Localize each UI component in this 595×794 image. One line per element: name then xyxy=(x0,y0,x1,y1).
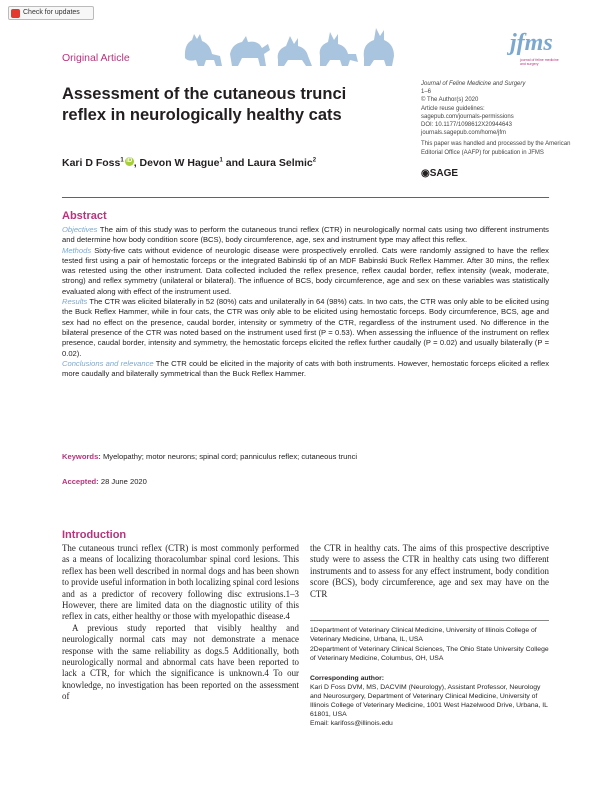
check-updates-label: Check for updates xyxy=(23,9,80,16)
corresponding-email[interactable]: Email: karifoss@illinois.edu xyxy=(310,720,393,727)
cat-silhouette-icon xyxy=(320,32,358,66)
publisher-logo xyxy=(421,168,458,179)
accepted-text: 28 June 2020 xyxy=(100,477,147,486)
author-list: Kari D Foss$^1$ iD , Devon W Hague$^1$ and Laura Selmic$^2$ xyxy=(62,157,317,169)
intro-column-right xyxy=(310,543,549,600)
objectives-label: Objectives xyxy=(62,225,98,234)
journal-logo: jfms xyxy=(510,30,553,56)
corresponding-details: Kari D Foss DVM, MS, DACVIM (Neurology), Assistant Professor, Neurology and Neurosurgery, Department of Veterinary Clinical Medicine, University of Illinois College of Veterinary Medicine, 1001 West Hazelwood Drive, Urbana, IL 61801, USA xyxy=(310,684,548,718)
abstract-divider xyxy=(62,197,549,198)
cat-silhouette-icon xyxy=(278,36,312,66)
doi[interactable]: DOI: 10.1177/1098612X20944643 xyxy=(421,122,512,129)
copyright: © The Author(s) 2020 xyxy=(421,97,479,104)
methods-label: Methods xyxy=(62,245,92,255)
sage-icon: ◉ xyxy=(421,168,430,179)
cat-silhouettes-banner xyxy=(180,14,400,70)
methods-text: Sixty-five cats without evidence of neurologic disease were prospectively enrolled. Cats were randomly assigned to have the reflex tested first using a pair of hemostatic forceps or the integrated Babinski tip of an MDF Babinski Buck Reflex Hammer. After 30 mins, the reflex was retested using the other instrument. Data collected included the reflex presence, reflex caudal border, reflex intensity (weak, moderate, strong) and reflex symmetry (unilateral or bilateral). The influence of BCS, body circumference, age and sex on these variables was statistically evaluated along with effect of the instrument used. xyxy=(62,245,549,296)
abstract-heading: Abstract xyxy=(62,210,107,222)
journal-name: Journal of Feline Medicine and Surgery xyxy=(421,81,526,87)
results-label: Results xyxy=(62,297,88,307)
abstract-methods xyxy=(62,246,549,297)
conclusions-label: Conclusions and relevance xyxy=(62,358,154,368)
article-title: Assessment of the cutaneous trunci reflex in neurologically healthy cats xyxy=(62,85,347,124)
page-range: 1–6 xyxy=(421,89,432,96)
cat-silhouette-icon xyxy=(185,34,222,66)
author-name: Devon W Hague xyxy=(139,157,220,169)
check-for-updates-badge[interactable] xyxy=(8,6,94,20)
accepted-date xyxy=(62,477,147,486)
cat-silhouette-icon xyxy=(364,28,394,66)
intro-paragraph: The cutaneous trunci reflex (CTR) is most commonly performed as a means of localizing thoracolumbar spinal cord lesions. This reflex has been well described in normal dogs and has been shown to provide useful information in both localizing spinal cord lesions and as a predictor of recovery following disc extrusions.1–3 However, there are limited data on the diagnostic utility of this reflex in cats, either healthy or those with myelopathic disease.4 xyxy=(62,543,299,622)
section-type: Original Article xyxy=(62,52,130,64)
abstract-objectives xyxy=(62,225,549,246)
keywords-text: Myelopathy; motor neurons; spinal cord; panniculus reflex; cutaneous trunci xyxy=(102,452,358,461)
abstract-results xyxy=(62,297,549,359)
author-name: Laura Selmic xyxy=(247,157,313,169)
publisher-name: SAGE xyxy=(429,168,459,179)
results-text: The CTR was elicited bilaterally in 52 (80%) cats and unilaterally in 64 (98%) cats. In two cats, the CTR was only able to be elicited using the Buck Reflex Hammer, while in four cats, the CTR was only able to be elicited using hemostatic forceps. Body circumference, BCS, age and sex had no effect on the presence, caudal border, intensity or symmetry of the CTR, regardless of the instrument used. No difference in the bilateral presence of the CTR was noted based on the instrument used first (P = 0.53). When assessing the influence of the instrument on reflex presence, caudal border, intensity and symmetry, the hemostatic forceps elicited the reflex further caudally (P = 0.02) and usually bilaterally (P = 0.02). xyxy=(62,297,549,358)
introduction-heading: Introduction xyxy=(62,529,127,541)
keywords xyxy=(62,452,357,461)
conclusions-text: The CTR could be elicited in the majority of cats with both instruments. However, hemostatic forceps elicited a reflex more caudally and bilaterally symmetrical than the Buck Reflex Hammer. xyxy=(62,358,549,379)
corresponding-heading: Corresponding author: xyxy=(310,675,385,682)
abstract-body xyxy=(62,225,549,379)
keywords-label: Keywords: xyxy=(62,452,101,461)
intro-paragraph: A previous study reported that visibly healthy and neurologically normal cats may not demonstrate a menace response with the same reliability as dogs.5 Additionally, both neurologically normal and abnormal cats have been reported to lack a CTR, for which the significance is unknown.4 To our knowledge, no investigation has been reported on the assessment of xyxy=(62,622,299,702)
orcid-icon[interactable]: iD xyxy=(126,158,133,164)
affiliation: 1Department of Veterinary Clinical Medicine, University of Illinois College of Veterinary Medicine, Urbana, IL, USA xyxy=(310,627,537,643)
footnote-divider xyxy=(310,620,549,621)
affiliations xyxy=(310,626,549,664)
intro-paragraph: the CTR in healthy cats. The aims of this prospective descriptive study were to assess the CTR in healthy cats using two different instruments and to assess for any effect instrument, body condition score (BCS), body circumference, age and sex may have on the CTR xyxy=(310,543,549,599)
article-metadata xyxy=(421,80,581,157)
reuse-guidelines: Article reuse guidelines: xyxy=(421,105,485,112)
abstract-conclusions xyxy=(62,359,549,380)
cat-silhouette-icon xyxy=(230,36,270,66)
editorial-note: This paper was handled and processed by the American Editorial Office (AAFP) for publication in JFMS xyxy=(421,141,571,156)
objectives-text: The aim of this study was to perform the cutaneous trunci reflex (CTR) in neurologically normal cats using two different instruments and determine how body condition score (BCS), body circumference, age, sex and instrument type may affect this reflex. xyxy=(62,225,549,245)
journal-home-link[interactable]: journals.sagepub.com/home/jfm xyxy=(421,130,507,137)
check-updates-icon xyxy=(11,9,20,18)
author-name: Kari D Foss xyxy=(62,157,121,169)
corresponding-author xyxy=(310,674,549,728)
journal-logo-subtitle: journal of feline medicine and surgery xyxy=(520,58,559,66)
author-affiliation-sup: 1 xyxy=(120,157,124,164)
intro-column-left xyxy=(62,543,299,703)
author-affiliation-sup: 1 xyxy=(219,157,223,164)
reuse-link[interactable]: sagepub.com/journals-permissions xyxy=(421,113,514,120)
author-affiliation-sup: 2 xyxy=(312,157,317,164)
accepted-label: Accepted: xyxy=(62,477,99,486)
affiliation: 2Department of Veterinary Clinical Sciences, The Ohio State University College of Veterinary Medicine, Columbus, OH, USA xyxy=(310,646,549,662)
